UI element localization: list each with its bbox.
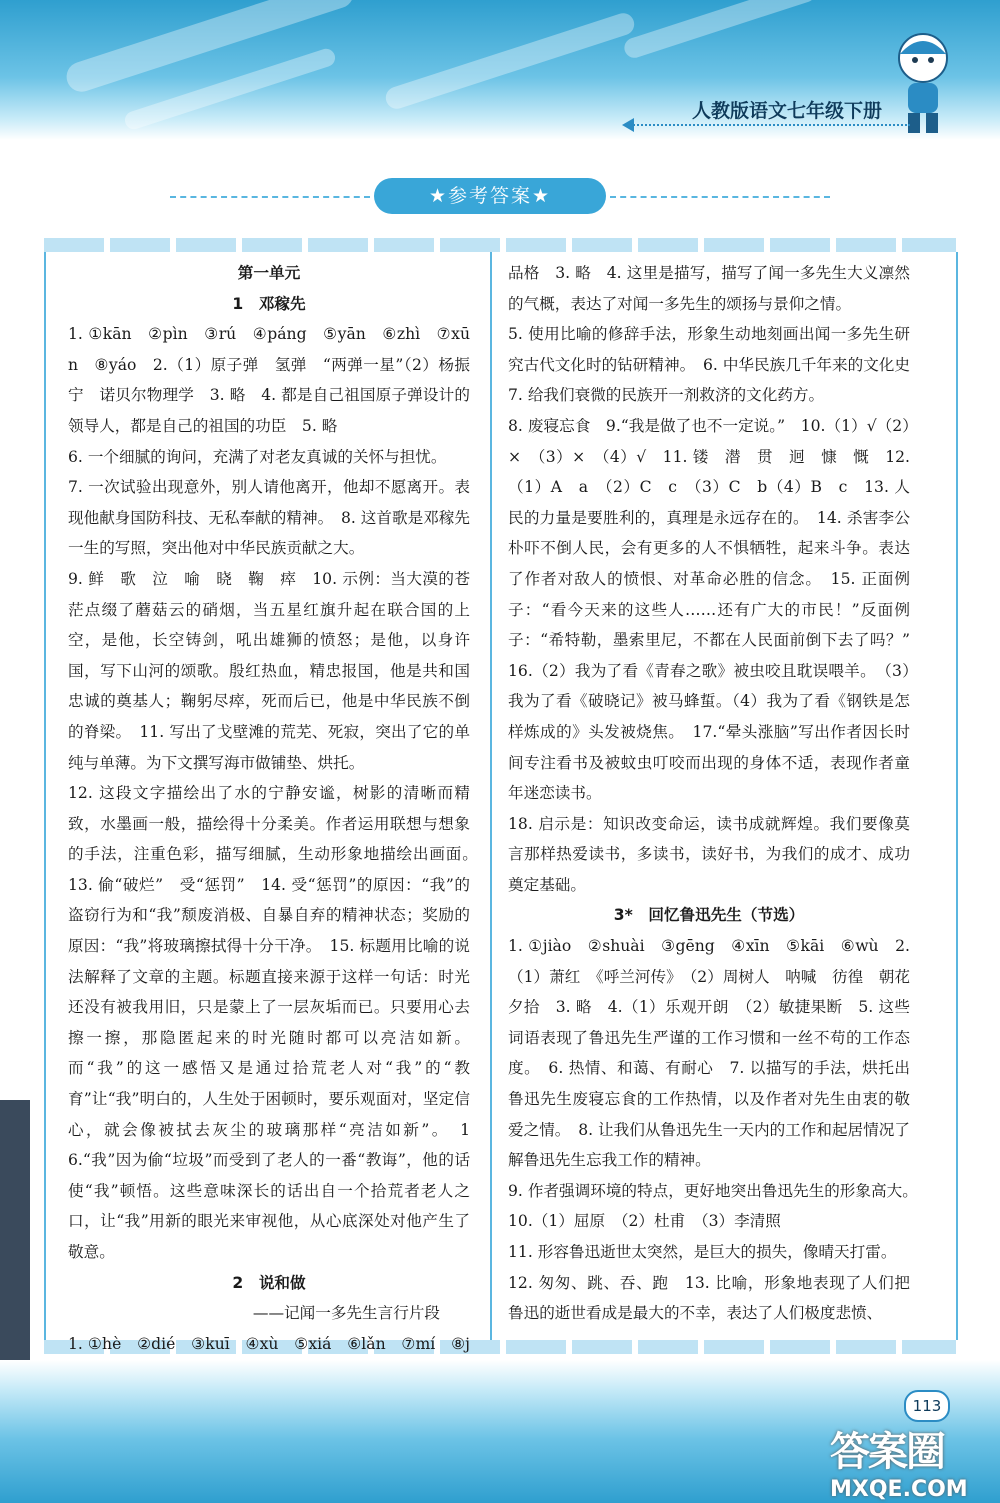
answer-paragraph: 1. ①jiào ②shuài ③gēng ④xīn ⑤kāi ⑥wù 2.（1）萧红 《呼兰河传》 （2）周树人 呐喊 彷徨 朝花夕拾 3. 略 4.（1）乐观开朗 （2）敏捷果断 5. 这些词语表现了鲁迅先生严谨的工作习惯和一丝不苟的工作态度。 6. 热情、和蔼、有耐心 7. 以描写的手法，烘托出鲁迅先生废寝忘食的工作热情，以及作者对先生由衷的敬爱之情。 8. 让我们从鲁迅先生一天内的工作和起居情况了解鲁迅先生忘我工作的精神。 xyxy=(508,937,910,1170)
answer-paragraph: 7. 一次试验出现意外，别人请他离开，他却不愿离开。表现他献身国防科技、无私奉献的精神。 8. 这首歌是邓稼先一生的写照，突出他对中华民族贡献之大。 xyxy=(68,478,470,558)
answer-paragraph: 12. 匆匆、跳、吞、跑 13. 比喻，形象地表现了人们把鲁迅的逝世看成是最大的不幸，表达了人们极度悲愤、 xyxy=(508,1273,910,1323)
left-column xyxy=(68,258,486,1390)
column-divider xyxy=(490,252,492,1340)
section-heading: 3* 回忆鲁迅先生（节选） xyxy=(613,906,805,925)
answer-paragraph: 1. ①kān ②pìn ③rú ④páng ⑤yān ⑥zhì ⑦xūn ⑧yáo 2.（1）原子弹 氢弹 “两弹一星”（2）杨振宁 诺贝尔物理学 3. 略 4. 都是自己祖国原子弹设计的领导人，都是自己的祖国的功臣 5. 略 xyxy=(68,325,470,435)
section-heading: 第一单元 xyxy=(237,264,301,282)
title-underline xyxy=(630,124,910,126)
watermark-url: MXQE.COM xyxy=(830,1477,968,1502)
frame-top-strip xyxy=(44,238,956,252)
header-dash-left xyxy=(170,196,370,198)
answer-paragraph: 5. 使用比喻的修辞手法，形象生动地刻画出闻一多先生研究古代文化时的钻研精神。 6. 中华民族几千年来的文化史 7. 给我们衰微的民族开一剂救济的文化药方。 xyxy=(508,325,926,405)
section-badge: ★参考答案★ xyxy=(374,178,606,214)
answer-paragraph: 9. 鲜 歌 泣 喻 晓 鞠 瘁 10. 示例：当大漠的苍茫点缀了蘑菇云的硝烟，当五星红旗升起在联合国的上空，是他，长空铸剑，吼出雄狮的愤怒；是他，以身许国，写下山河的颂歌。殷红热血，精忠报国，他是共和国忠诚的奠基人；鞠躬尽瘁，死而后已，他是中华民族不倒的脊梁。 11. 写出了戈壁滩的荒芜、死寂，突出了它的单纯与单薄。为下文撰写海市做铺垫、烘托。 xyxy=(68,569,470,772)
header-dash-right xyxy=(610,196,830,198)
section-heading: 2 说和做 xyxy=(232,1273,306,1292)
watermark xyxy=(830,1420,1000,1500)
answer-paragraph: 1. ①hè ②dié ③kuī ④xù ⑤xiá ⑥lǎn ⑦mí ⑧j xyxy=(68,1334,470,1353)
answer-paragraph: 品格 3. 略 4. 这里是描写，描写了闻一多先生大义凛然的气概，表达了对闻一多先生的颂扬与景仰之情。 xyxy=(508,264,910,313)
answer-paragraph: 9. 作者强调环境的特点，更好地突出鲁迅先生的形象高大。 10.（1）屈原 （2）杜甫 （3）李清照 xyxy=(508,1181,926,1231)
answer-paragraph: 11. 形容鲁迅逝世太突然，是巨大的损失，像晴天打雷。 xyxy=(508,1243,897,1261)
spine-edge xyxy=(0,1100,30,1400)
answer-paragraph: 6. 一个细腻的询问，充满了对老友真诚的关怀与担忧。 xyxy=(68,447,447,466)
answer-paragraph: 18. 启示是：知识改变命运，读书成就辉煌。我们要像莫言那样热爱读书，多读书，读好书，为我们的成才、成功奠定基础。 xyxy=(508,814,910,894)
mascot-icon xyxy=(888,28,958,138)
answer-paragraph: 8. 废寝忘食 9.“我是做了也不一定说。” 10.（1）√（2）× （3）× （4）√ 11. 镂 潜 贯 迥 慷 慨 12.（1）A a （2）C c （3）C b（4）B c 13. 人民的力量是要胜利的，真理是永远存在的。 14. 杀害李公朴吓不倒人民，会有更多的人不惧牺牲，起来斗争。表达了作者对敌人的愤恨、对革命必胜的信念。 15. 正面例子：“看今天来的这些人……还有广大的市民！”反面例子：“希特勒，墨索里尼，不都在人民面前倒下去了吗？” 16.（2）我为了看《青春之歌》被虫咬且耽误喂羊。 （3）我为了看《破晓记》被马蜂蜇。（4）我为了看《钢铁是怎样炼成的》头发被烧焦。 17.“晕头涨脑”写出作者因长时间专注看书及被蚊虫叮咬而出现的身体不适，表现作者童年迷恋读书。 xyxy=(508,416,926,803)
book-title: 人教版语文七年级下册 xyxy=(691,100,882,122)
answer-paragraph: 12. 这段文字描绘出了水的宁静安谧，树影的清晰而精致，水墨画一般，描绘得十分柔美。作者运用联想与想象的手法，注重色彩，描写细腻，生动形象地描绘出画面。 13. 偷“破烂” 受“惩罚” 14. 受“惩罚”的原因：“我”的盗窃行为和“我”颓废消极、自暴自弃的精神状态；奖励的原因：“我”将玻璃擦拭得十分干净。 15. 标题用比喻的说法解释了文章的主题。标题直接来源于这样一句话：时光还没有被我用旧，只是蒙上了一层灰垢而已。只要用心去擦一擦，那隐匿起来的时光随时都可以亮洁如新。而“我”的这一感悟又是通过拾荒老人对“我”的“教育”让“我”明白的，人生处于困顿时，要乐观面对，坚定信心，就会像被拭去灰尘的玻璃那样“亮洁如新”。 16.“我”因为偷“垃圾”而受到了老人的一番“教诲”，他的话使“我”顿悟。这些意味深长的话出自一个拾荒者老人之口，让“我”用新的眼光来审视他，从心底深处对他产生了敬意。 xyxy=(68,784,486,1261)
watermark-logo: 答案圈 xyxy=(830,1429,944,1475)
subtitle: ——记闻一多先生言行片段 xyxy=(252,1304,440,1323)
page-number: 113 xyxy=(904,1390,950,1422)
section-heading: 1 邓稼先 xyxy=(232,294,306,313)
right-column xyxy=(508,258,926,1329)
